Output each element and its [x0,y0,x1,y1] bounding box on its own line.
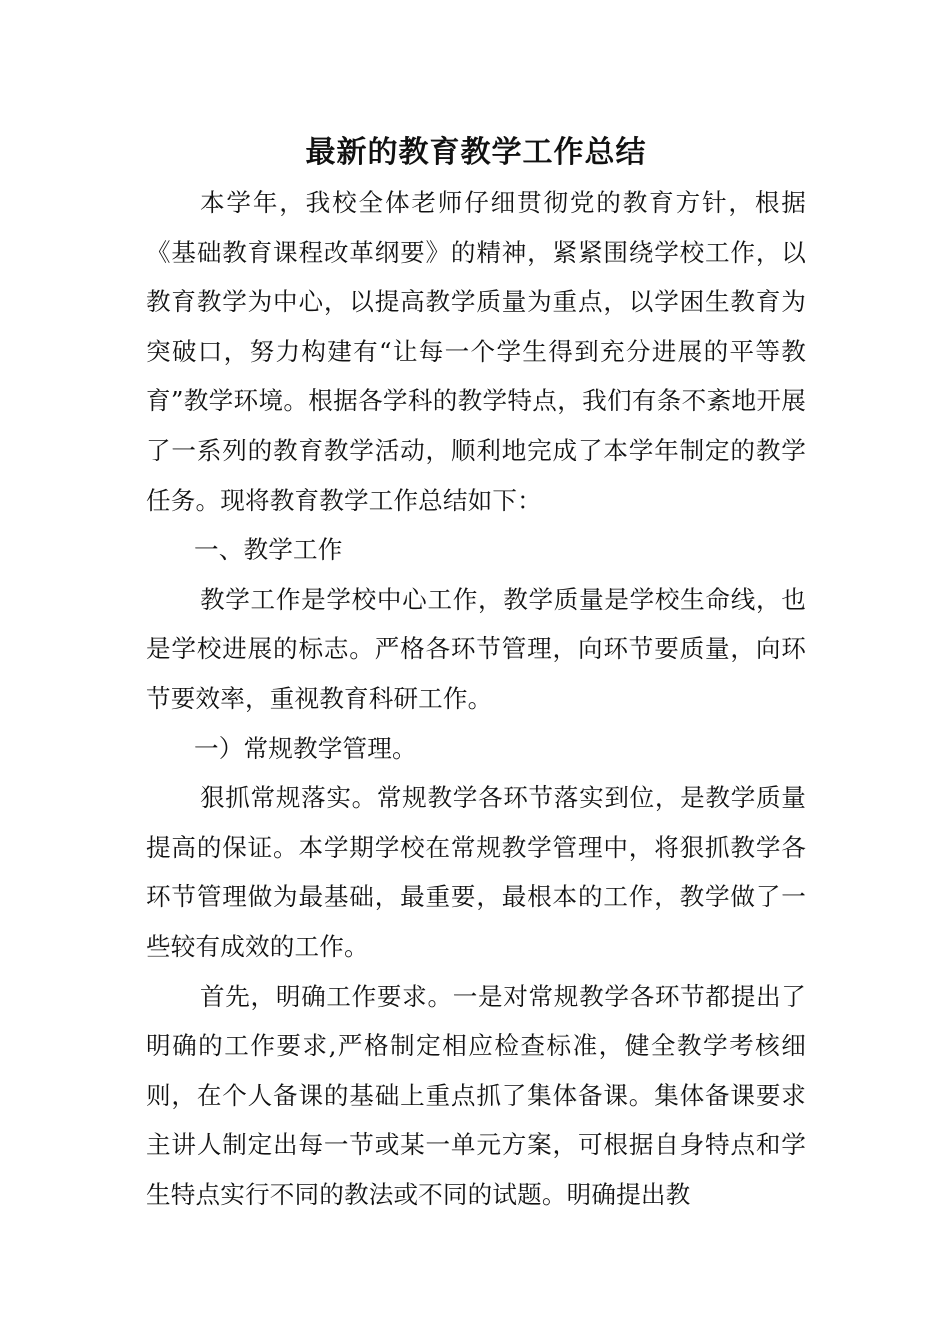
document-title: 最新的教育教学工作总结 [305,135,647,170]
subsection-heading-routine-management: 一）常规教学管理。 [194,733,417,763]
section-heading-teaching-work: 一、教学工作 [194,535,343,565]
work-requirements-paragraph: 首先，明确工作要求。一是对常规教学各环节都提出了明确的工作要求,严格制定相应检查标准，健全教学考核细则，在个人备课的基础上重点抓了集体备课。集体备课要求主讲人制定出每一节或某一单元方案，可根据自身特点和学生特点实行不同的教法或不同的试题。明确提出教 [146,981,806,1209]
teaching-work-paragraph: 教学工作是学校中心工作，教学质量是学校生命线，也是学校进展的标志。严格各环节管理，向环节要质量，向环节要效率，重视教育科研工作。 [146,584,806,713]
routine-implementation-paragraph: 狠抓常规落实。常规教学各环节落实到位，是教学质量提高的保证。本学期学校在常规教学管理中，将狠抓教学各环节管理做为最基础，最重要，最根本的工作，教学做了一些较有成效的工作。 [146,783,806,961]
document-body [146,128,806,1219]
intro-paragraph: 本学年，我校全体老师仔细贯彻党的教育方针，根据《基础教育课程改革纲要》的精神，紧紧围绕学校工作，以教育教学为中心，以提高教学质量为重点，以学困生教育为突破口，努力构建有“让每一个学生得到充分进展的平等教育”教学环境。根据各学科的教学特点，我们有条不紊地开展了一系列的教育教学活动，顺利地完成了本学年制定的教学任务。现将教育教学工作总结如下： [146,188,806,515]
